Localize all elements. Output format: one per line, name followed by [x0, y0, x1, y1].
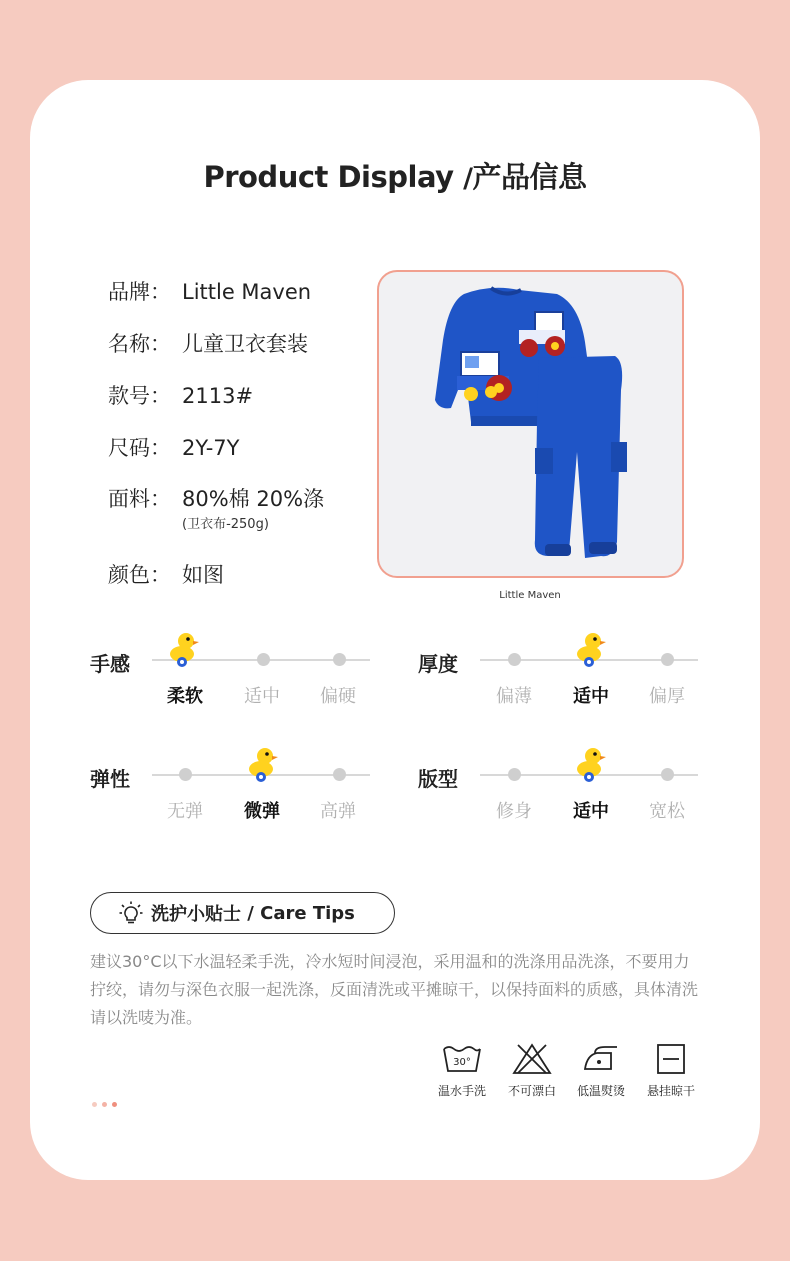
- photo-caption: Little Maven: [499, 590, 561, 601]
- care-symbol-label: 温水手洗: [437, 1084, 486, 1098]
- care-symbol-hang-dry: [636, 1043, 706, 1099]
- care-symbol-label: 不可漂白: [507, 1084, 556, 1098]
- lightbulb-icon: [119, 901, 143, 925]
- rating-dot: [508, 768, 521, 781]
- care-symbol-iron: [566, 1043, 636, 1099]
- page-title: Product Display /产品信息: [203, 160, 587, 194]
- rating-option: 偏硬: [320, 686, 356, 707]
- spec-size: 尺码： 2Y-7Y: [108, 436, 240, 460]
- rating-option: 偏厚: [649, 686, 685, 707]
- spec-fabric-note: (卫衣布-250g): [182, 517, 269, 532]
- rating-dot: [179, 768, 192, 781]
- no-bleach-icon: [512, 1043, 552, 1075]
- rating-option: 宽松: [649, 801, 685, 822]
- care-symbol-label: 低温熨烫: [576, 1084, 625, 1098]
- hang-dry-icon: [651, 1043, 691, 1075]
- rating-option: 微弹: [244, 801, 280, 822]
- indicator-dot: [92, 1102, 97, 1107]
- rating-option: 适中: [573, 801, 609, 822]
- spec-color: 颜色： 如图: [108, 563, 224, 587]
- rating-option: 无弹: [167, 801, 203, 822]
- care-symbol-wash: [427, 1043, 497, 1099]
- care-symbol-no-bleach: [497, 1043, 567, 1099]
- duck-marker-icon: [575, 632, 607, 668]
- rating-option: 适中: [244, 686, 280, 707]
- spec-name: 名称： 儿童卫衣套装: [108, 332, 308, 356]
- product-photo: [377, 270, 684, 578]
- indicator-dot: [102, 1102, 107, 1107]
- rating-dot: [333, 768, 346, 781]
- rating-option: 偏薄: [496, 686, 532, 707]
- care-tips-pill: 洗护小贴士 / Care Tips: [90, 892, 395, 934]
- spec-model: 款号： 2113#: [108, 384, 254, 408]
- rating-title: 版型: [418, 767, 458, 791]
- rating-dot: [508, 653, 521, 666]
- spec-fabric: 面料： 80%棉 20%涤: [108, 487, 325, 511]
- rating-thickness: [418, 642, 748, 712]
- duck-marker-icon: [247, 747, 279, 783]
- tracksuit-illustration: [379, 272, 682, 576]
- rating-fit: [418, 757, 748, 827]
- duck-marker-icon: [168, 632, 200, 668]
- rating-option: 柔软: [167, 686, 203, 707]
- rating-feel: [90, 642, 420, 712]
- rating-title: 手感: [90, 652, 130, 676]
- rating-option: 适中: [573, 686, 609, 707]
- wash-temp: 30°: [453, 1057, 471, 1068]
- rating-option: 高弹: [320, 801, 356, 822]
- rating-elasticity: [90, 757, 420, 827]
- wash-30-icon: [442, 1043, 482, 1075]
- page-indicator: [92, 1092, 122, 1111]
- rating-title: 弹性: [90, 767, 130, 791]
- rating-dot: [661, 768, 674, 781]
- rating-dot: [333, 653, 346, 666]
- low-iron-icon: [581, 1043, 621, 1075]
- duck-marker-icon: [575, 747, 607, 783]
- rating-dot: [257, 653, 270, 666]
- indicator-dot: [112, 1102, 117, 1107]
- rating-title: 厚度: [418, 652, 458, 676]
- rating-dot: [661, 653, 674, 666]
- care-symbol-label: 悬挂晾干: [646, 1084, 695, 1098]
- spec-brand: 品牌： Little Maven: [108, 280, 312, 304]
- rating-option: 修身: [496, 801, 532, 822]
- care-instructions: 建议30°C以下水温轻柔手洗，冷水短时间浸泡，采用温和的洗涤用品洗涤，不要用力拧绞，请勿与深色衣服一起洗涤，反面清洗或平摊晾干，以保持面料的质感，具体清洗请以洗唛为准。: [90, 952, 699, 1027]
